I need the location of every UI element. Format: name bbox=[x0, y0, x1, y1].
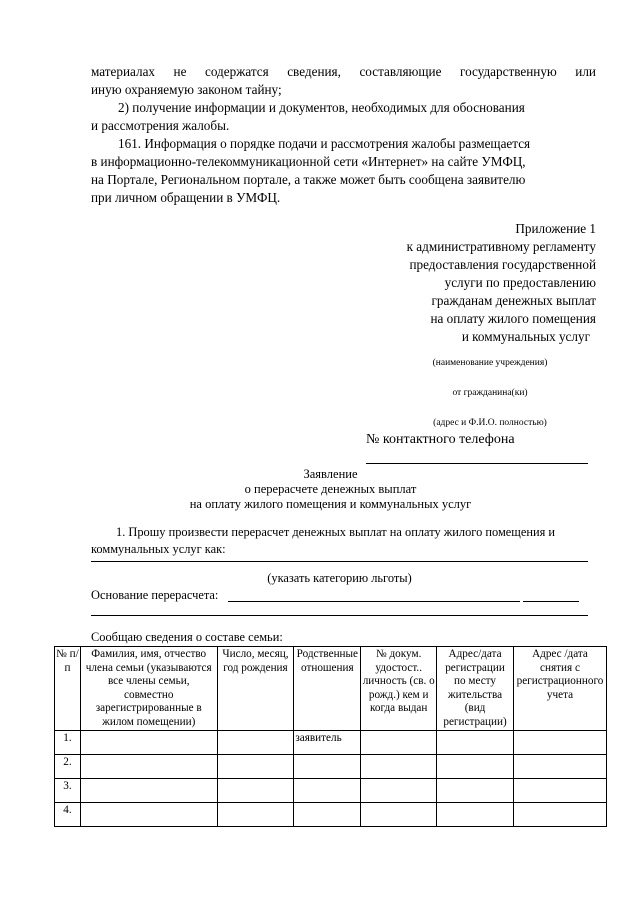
document-cell[interactable] bbox=[361, 779, 437, 803]
relation-cell[interactable] bbox=[294, 755, 361, 779]
request-line: коммунальных услуг как: bbox=[91, 542, 226, 556]
header-cell-number: № п/п bbox=[55, 647, 81, 731]
header-cell-registration: Адрес/дата регистрации по месту жительства (вид регистрации) bbox=[437, 647, 514, 731]
table-row bbox=[55, 755, 607, 779]
document-cell[interactable] bbox=[361, 803, 437, 827]
phone-label: № контактного телефона bbox=[366, 432, 515, 447]
title-line: на оплату жилого помещения и коммунальных услуг bbox=[189, 497, 472, 511]
title-line: Заявление bbox=[303, 467, 358, 481]
deregistration-cell[interactable] bbox=[513, 755, 606, 779]
title-line: о перерасчете денежных выплат bbox=[244, 482, 417, 496]
name-cell[interactable] bbox=[80, 779, 217, 803]
basis-underline-2 bbox=[91, 615, 588, 616]
basis-underline-short bbox=[523, 601, 579, 602]
header-cell-document: № докум. удостост.. личность (св. о рожд.) кем и когда выдан bbox=[361, 647, 437, 731]
text-line: иную охраняемую законом тайну; bbox=[91, 82, 282, 97]
birthdate-cell[interactable] bbox=[217, 803, 294, 827]
relation-cell[interactable]: заявитель bbox=[294, 731, 361, 755]
row-number: 1. bbox=[55, 731, 81, 755]
birthdate-cell[interactable] bbox=[217, 755, 294, 779]
table-row bbox=[55, 803, 607, 827]
table-header-row bbox=[55, 647, 607, 731]
text-line: в информационно-телекоммуникационной сети «Интернет» на сайте УМФЦ, bbox=[91, 154, 526, 169]
family-table bbox=[54, 646, 607, 827]
appendix-line: гражданам денежных выплат bbox=[431, 293, 596, 308]
request-line: 1. Прошу произвести перерасчет денежных выплат на оплату жилого помещения и bbox=[116, 525, 556, 539]
name-cell[interactable] bbox=[80, 755, 217, 779]
appendix-block bbox=[340, 220, 596, 346]
document-title bbox=[54, 467, 607, 512]
appendix-line: на оплату жилого помещения bbox=[430, 311, 596, 326]
registration-cell[interactable] bbox=[437, 803, 514, 827]
registration-cell[interactable] bbox=[437, 755, 514, 779]
appendix-line: к административному регламенту bbox=[406, 239, 596, 254]
document-cell[interactable] bbox=[361, 731, 437, 755]
relation-cell[interactable] bbox=[294, 779, 361, 803]
name-cell[interactable] bbox=[80, 731, 217, 755]
basis-underline bbox=[228, 601, 520, 602]
text-line: материалах не содержатся сведения, составляющие государственную или bbox=[91, 64, 596, 79]
deregistration-cell[interactable] bbox=[513, 779, 606, 803]
phone-underline bbox=[366, 463, 588, 464]
relation-cell[interactable] bbox=[294, 803, 361, 827]
institution-caption: (наименование учреждения) bbox=[432, 358, 548, 368]
category-underline bbox=[91, 561, 588, 562]
text-line: при личном обращении в УМФЦ. bbox=[91, 190, 281, 205]
header-cell-relation: Родственные отношения bbox=[294, 647, 361, 731]
table-row bbox=[55, 731, 607, 755]
header-cell-deregistration: Адрес /дата снятия с регистрационного учета bbox=[513, 647, 606, 731]
birthdate-cell[interactable] bbox=[217, 779, 294, 803]
category-hint: (указать категорию льготы) bbox=[267, 571, 412, 585]
text-line: 2) получение информации и документов, необходимых для обоснования bbox=[118, 100, 525, 115]
appendix-line: и коммунальных услуг bbox=[461, 329, 590, 344]
registration-cell[interactable] bbox=[437, 779, 514, 803]
birthdate-cell[interactable] bbox=[217, 731, 294, 755]
appendix-line: услуги по предоставлению bbox=[444, 275, 596, 290]
header-cell-name: Фамилия, имя, отчество члена семьи (указываются все члены семьи, совместно зарегистрированные в жилом помещении) bbox=[80, 647, 217, 731]
address-caption: (адрес и Ф.И.О. полностью) bbox=[433, 418, 547, 428]
from-caption: от гражданина(ки) bbox=[452, 388, 528, 398]
family-intro: Сообщаю сведения о составе семьи: bbox=[91, 630, 283, 644]
header-cell-birthdate: Число, месяц, год рождения bbox=[217, 647, 294, 731]
appendix-line: предоставления государственной bbox=[409, 257, 596, 272]
text-line: на Портале, Региональном портале, а также может быть сообщена заявителю bbox=[91, 172, 526, 187]
text-line: 161. Информация о порядке подачи и рассмотрения жалобы размещается bbox=[118, 136, 531, 151]
deregistration-cell[interactable] bbox=[513, 731, 606, 755]
appendix-title: Приложение 1 bbox=[515, 221, 596, 236]
row-number: 4. bbox=[55, 803, 81, 827]
text-line: и рассмотрения жалобы. bbox=[91, 118, 230, 133]
row-number: 2. bbox=[55, 755, 81, 779]
deregistration-cell[interactable] bbox=[513, 803, 606, 827]
basis-label: Основание перерасчета: bbox=[91, 588, 219, 602]
document-cell[interactable] bbox=[361, 755, 437, 779]
registration-cell[interactable] bbox=[437, 731, 514, 755]
name-cell[interactable] bbox=[80, 803, 217, 827]
table-row bbox=[55, 779, 607, 803]
row-number: 3. bbox=[55, 779, 81, 803]
